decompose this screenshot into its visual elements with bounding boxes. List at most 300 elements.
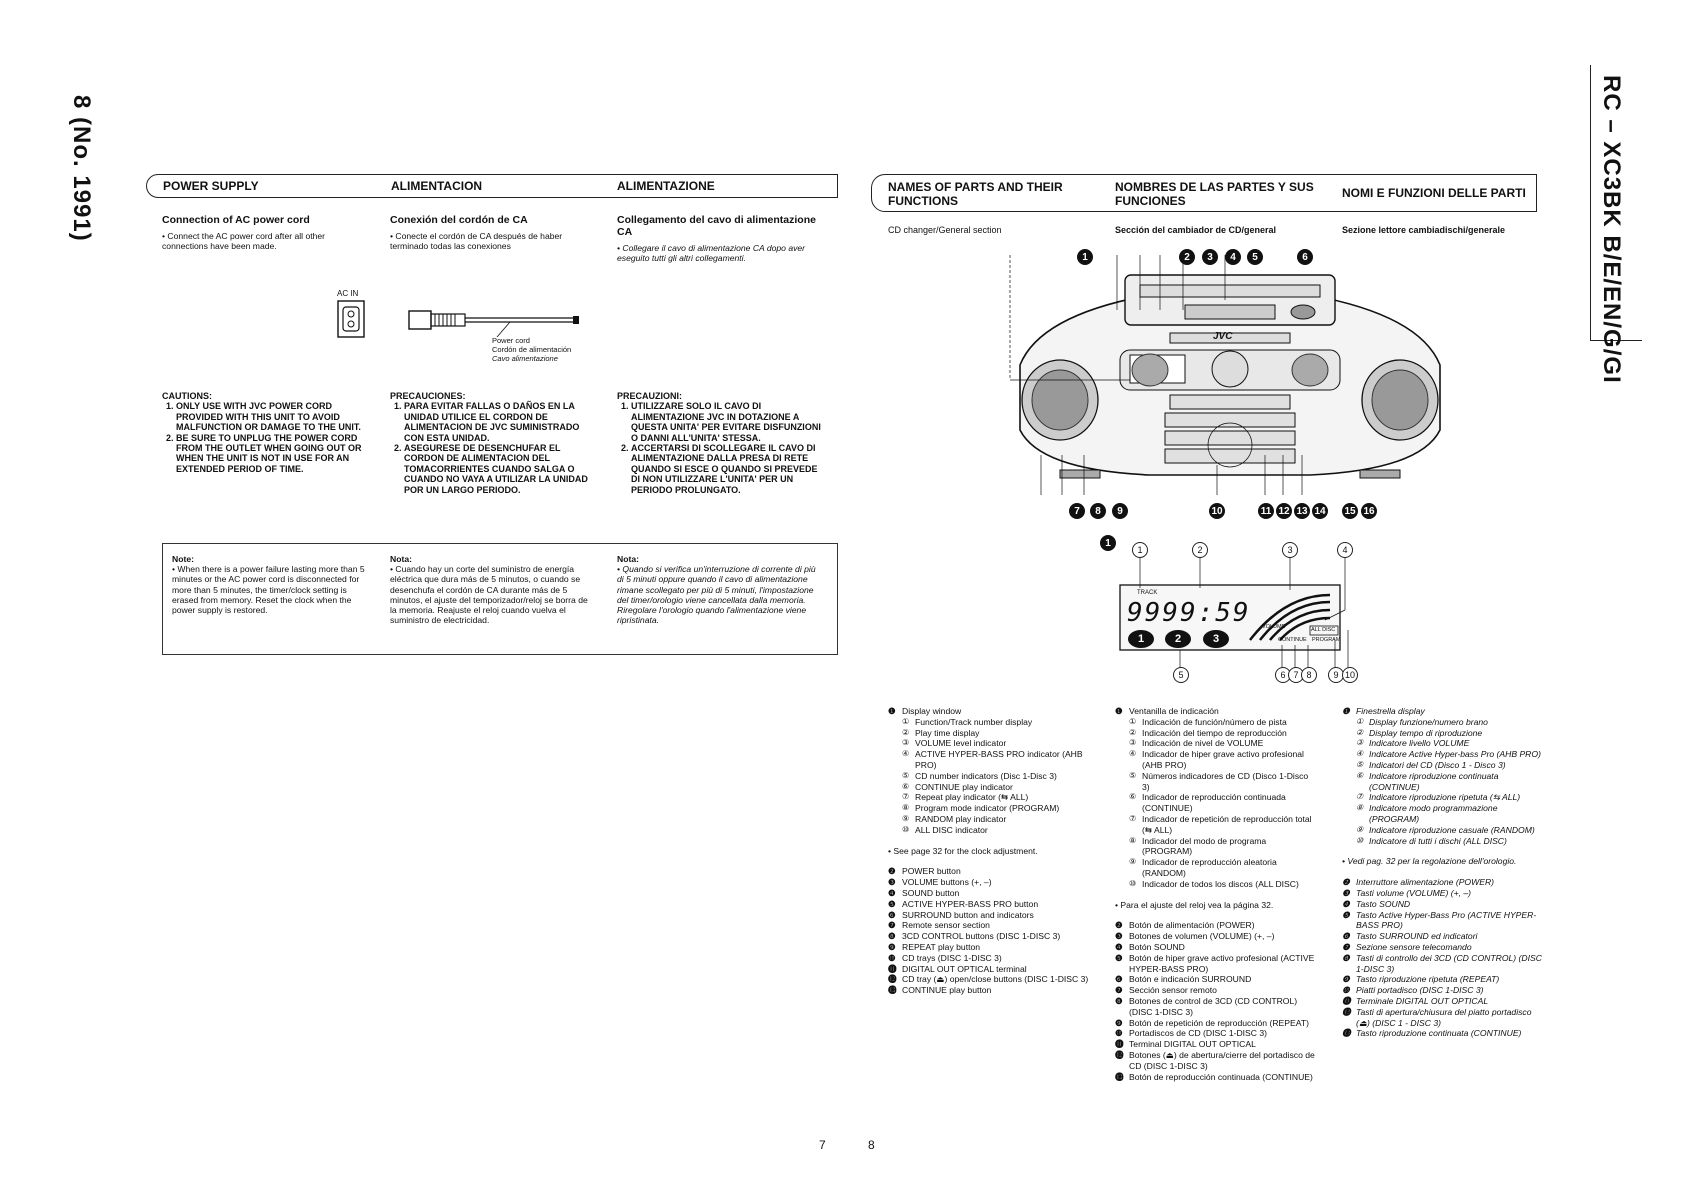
sub-item <box>1342 760 1547 771</box>
display-callout-10: 10 <box>1342 667 1358 683</box>
connection-title: Collegamento del cavo di alimentazione CA <box>617 214 816 238</box>
brand-logo: JVC <box>1213 331 1233 342</box>
circled-num: ⑤ <box>1356 759 1364 769</box>
note-it <box>617 554 822 625</box>
num-badge: ❾ <box>1115 1017 1123 1028</box>
sub-item-label: Indicatori del CD (Disco 1 - Disco 3) <box>1369 759 1506 770</box>
num-badge: ❷ <box>1342 877 1350 888</box>
caution-item: 2. ACCERTARSI DI SCOLLEGARE IL CAVO DI ALIMENTAZIONE DALLA PRESA DI RETE QUANDO SI ESCE O QUANDO SI PREVEDE DI NON UTILIZZARE L'UNITA' PER UN PERIODO PROLUNGATO. <box>631 443 827 495</box>
num-badge: ❸ <box>1342 887 1350 898</box>
sub-item-label: RANDOM play indicator <box>915 813 1007 824</box>
num-badge: ⓭ <box>1115 1071 1124 1082</box>
parts-item-label: Botón de hiper grave activo profesional (ACTIVE HYPER-BASS PRO) <box>1129 952 1315 974</box>
power-cord-caption-it: Cavo alimentazione <box>492 354 558 363</box>
parts-item <box>888 985 1093 996</box>
display-program-label: PROGRAM <box>1312 637 1341 643</box>
parts-item-label: Tasto riproduzione continuata (CONTINUE) <box>1356 1028 1522 1039</box>
sub-item <box>1115 717 1315 728</box>
num-badge: ❿ <box>888 952 896 963</box>
num-badge: ❼ <box>1115 985 1123 996</box>
parts-display-item <box>1342 706 1547 717</box>
circled-num: ⑧ <box>1356 803 1364 813</box>
sub-item-label: Indicación de nivel de VOLUME <box>1142 738 1264 749</box>
callout-8: 8 <box>1090 503 1106 519</box>
parts-item <box>888 953 1093 964</box>
num-badge: ⓭ <box>1342 1028 1351 1039</box>
callout-12: 12 <box>1276 503 1292 519</box>
page-number-right: 8 <box>868 1138 875 1152</box>
parts-item-label: Tasto riproduzione ripetuta (REPEAT) <box>1356 974 1500 985</box>
parts-item <box>1342 910 1547 932</box>
circled-num: ④ <box>1356 749 1364 759</box>
connection-text: • Connect the AC power cord after all other connections have been made. <box>162 231 367 251</box>
parts-item-label: Piatti portadisco (DISC 1-DISC 3) <box>1356 985 1484 996</box>
callout-2: 2 <box>1179 249 1195 265</box>
circled-num: ① <box>1129 716 1137 726</box>
parts-list-en <box>888 706 1093 996</box>
note-title: Nota: <box>617 554 639 564</box>
parts-item-label: Tasto Active Hyper-Bass Pro (ACTIVE HYPER-BASS PRO) <box>1356 909 1537 931</box>
sub-item <box>1115 728 1315 739</box>
num-badge: ❹ <box>1342 898 1350 909</box>
circled-num: ⑨ <box>1129 857 1137 867</box>
disc-indicator-1 <box>1128 630 1154 648</box>
sub-item <box>888 825 1093 836</box>
side-page-label: 8 (No. 1991) <box>68 95 95 242</box>
connection-text: • Conecte el cordón de CA después de haber terminado todas las conexiones <box>390 231 595 251</box>
display-callout-6: 6 <box>1275 667 1291 683</box>
sub-item <box>1342 728 1547 739</box>
num-badge: ❷ <box>888 866 896 877</box>
circled-num: ⑥ <box>1356 770 1364 780</box>
parts-display-label: Display window <box>902 706 962 716</box>
parts-item-label: Tasti di controllo dei 3CD (CD CONTROL) (DISC 1-DISC 3) <box>1356 952 1542 974</box>
power-cord-caption-es: Cordón de alimentación <box>492 345 572 354</box>
display-alldisc-label: ALL DISC <box>1311 627 1336 633</box>
sub-item-label: CD number indicators (Disc 1-Disc 3) <box>915 770 1057 781</box>
circled-num: ⑧ <box>1129 835 1137 845</box>
cautions-en <box>162 391 367 474</box>
parts-item-label: Interruttore alimentazione (POWER) <box>1356 877 1495 888</box>
parts-item <box>1115 985 1315 996</box>
sub-item-label: VOLUME level indicator <box>915 738 1007 749</box>
parts-item <box>888 974 1093 985</box>
parts-item <box>888 942 1093 953</box>
circled-num: ⑨ <box>902 813 910 823</box>
sub-item-label: Indicador del modo de programa (PROGRAM) <box>1142 835 1267 857</box>
circled-num: ⑥ <box>1129 792 1137 802</box>
sub-item <box>1115 836 1315 858</box>
connection-col-es <box>390 214 595 251</box>
sub-item-label: Indicatore riproduzione continuata (CONTINUE) <box>1369 770 1499 792</box>
caution-item: 1. UTILIZZARE SOLO IL CAVO DI ALIMENTAZIONE JVC IN DOTAZIONE A QUESTA UNITA' PER EVITARE DISFUNZIONI O DANNI ALL'UNITA' STESSA. <box>631 401 827 443</box>
callout-5: 5 <box>1247 249 1263 265</box>
header-it: NOMI E FUNZIONI DELLE PARTI <box>1342 186 1526 200</box>
circled-num: ⑦ <box>902 792 910 802</box>
disc-indicator-3 <box>1203 630 1229 648</box>
parts-item-label: Remote sensor section <box>902 920 990 931</box>
sub-item <box>1342 792 1547 803</box>
circled-num: ④ <box>902 749 910 759</box>
sub-item <box>888 814 1093 825</box>
num-badge: ❷ <box>1115 920 1123 931</box>
sub-es: Sección del cambiador de CD/general <box>1115 225 1277 235</box>
circled-num: ③ <box>902 738 910 748</box>
display-callout: 1 <box>1100 535 1116 551</box>
num-badge: ❻ <box>1115 974 1123 985</box>
ac-in-label: AC IN <box>337 289 359 298</box>
num-badge: ❼ <box>888 920 896 931</box>
sub-item-label: Indicatore riproduzione ripetuta (⇆ ALL) <box>1369 792 1521 803</box>
parts-item <box>888 866 1093 877</box>
sub-item <box>1342 836 1547 847</box>
sub-item-label: Repeat play indicator (⇆ ALL) <box>915 792 1029 803</box>
callout-6: 6 <box>1297 249 1313 265</box>
header-es: NOMBRES DE LAS PARTES Y SUS FUNCIONES <box>1115 180 1314 208</box>
parts-item-label: Botones (⏏) de abertura/cierre del portadisco de CD (DISC 1-DISC 3) <box>1129 1049 1315 1071</box>
header-it: ALIMENTAZIONE <box>617 179 715 193</box>
connection-title: Conexión del cordón de CA <box>390 214 528 226</box>
sub-item <box>1342 803 1547 825</box>
circled-num: ⑤ <box>902 770 910 780</box>
sub-item-label: Function/Track number display <box>915 716 1033 727</box>
parts-item-label: CONTINUE play button <box>902 985 992 996</box>
cautions-title: PRECAUZIONI: <box>617 391 682 401</box>
num-badge: ⓫ <box>1115 1039 1124 1050</box>
header-en: POWER SUPPLY <box>163 179 259 193</box>
sub-item-label: Program mode indicator (PROGRAM) <box>915 803 1060 814</box>
callout-7: 7 <box>1069 503 1085 519</box>
circled-num: ⑧ <box>902 803 910 813</box>
num-badge: ❸ <box>1115 931 1123 942</box>
sub-item <box>1115 792 1315 814</box>
circled-num: ② <box>1129 727 1137 737</box>
sub-item <box>888 771 1093 782</box>
see-page-note: • See page 32 for the clock adjustment. <box>888 846 1093 857</box>
parts-display-label: Ventanilla de indicación <box>1129 706 1219 716</box>
caution-item: 1. PARA EVITAR FALLAS O DAÑOS EN LA UNIDAD UTILICE EL CORDON DE ALIMENTACION DE JVC SUMINISTRADO CON ESTA UNIDAD. <box>404 401 595 443</box>
parts-item-label: Tasti di apertura/chiusura del piatto portadisco (⏏) (DISC 1 - DISC 3) <box>1356 1006 1532 1028</box>
display-time-readout: 9999:59 <box>1127 598 1251 628</box>
parts-item-label: Terminal DIGITAL OUT OPTICAL <box>1129 1039 1256 1050</box>
display-callout-7: 7 <box>1288 667 1304 683</box>
parts-item-label: Botones de control de 3CD (CD CONTROL) (DISC 1-DISC 3) <box>1129 995 1298 1017</box>
parts-item-label: CD tray (⏏) open/close buttons (DISC 1-DISC 3) <box>902 974 1089 985</box>
header-es: ALIMENTACION <box>391 179 483 193</box>
parts-item <box>1342 877 1547 888</box>
sub-item-label: Indicador de reproducción continuada (CONTINUE) <box>1142 792 1286 814</box>
display-callout-2: 2 <box>1192 542 1208 558</box>
parts-display-item <box>1115 706 1315 717</box>
circled-num: ⑦ <box>1129 813 1137 823</box>
parts-item-label: Tasti volume (VOLUME) (+, –) <box>1356 887 1472 898</box>
circled-num: ⑩ <box>902 824 910 834</box>
parts-item <box>1115 953 1315 975</box>
cautions-it <box>617 391 827 495</box>
num-badge: ❿ <box>1342 985 1350 996</box>
sub-item-label: Indicador de repetición de reproducción total (⇆ ALL) <box>1142 813 1312 835</box>
parts-item <box>1342 942 1547 953</box>
num-badge: ❺ <box>1115 952 1123 963</box>
num-badge: ❺ <box>1342 909 1350 920</box>
sub-item-label: Indicatore riproduzione casuale (RANDOM) <box>1369 824 1535 835</box>
sub-item-label: Indicador de todos los discos (ALL DISC) <box>1142 878 1299 889</box>
sub-item-label: ALL DISC indicator <box>915 824 988 835</box>
circled-num: ③ <box>1129 738 1137 748</box>
num-badge: ⓬ <box>1115 1049 1124 1060</box>
connection-col-it <box>617 214 827 263</box>
parts-list-it <box>1342 706 1547 1039</box>
parts-item <box>1115 974 1315 985</box>
num-badge: ❻ <box>888 909 896 920</box>
circled-num: ⑥ <box>902 781 910 791</box>
caution-item: 2. ASEGURESE DE DESENCHUFAR EL CORDON DE ALIMENTACION DEL TOMACORRIENTES CUANDO SALGA O CUANDO NO VAYA A UTILIZAR LA UNIDAD POR UN LARGO PERIODO. <box>404 443 595 495</box>
parts-item-label: Tasto SOUND <box>1356 898 1411 909</box>
callout-1: 1 <box>1077 249 1093 265</box>
parts-item-label: 3CD CONTROL buttons (DISC 1-DISC 3) <box>902 931 1061 942</box>
callout-13: 13 <box>1294 503 1310 519</box>
circled-num: ⑩ <box>1129 878 1137 888</box>
sub-item <box>1342 749 1547 760</box>
num-badge: ❶ <box>1115 706 1123 716</box>
note-text: • Cuando hay un corte del suministro de energía eléctrica que dura más de 5 minutos, o cuando se desenchufa el cordón de CA durante más de 5 minutos, el ajuste del temporizador/reloj se borra de la memoria. Reajuste el reloj cuando vuelva el suministro de electricidad. <box>390 564 590 625</box>
parts-item <box>1342 888 1547 899</box>
parts-item <box>1115 920 1315 931</box>
cautions-title: PRECAUCIONES: <box>390 391 466 401</box>
circled-num: ⑨ <box>1356 824 1364 834</box>
sub-item-label: Indicatore Active Hyper-bass Pro (AHB PRO) <box>1369 749 1541 760</box>
num-badge: ❿ <box>1115 1028 1123 1039</box>
disc-indicator-label: 3 <box>1212 633 1220 645</box>
callout-9: 9 <box>1112 503 1128 519</box>
circled-num: ③ <box>1356 738 1364 748</box>
parts-item <box>888 899 1093 910</box>
note-text: • When there is a power failure lasting more than 5 minutes or the AC power cord is disconnected for more than 5 minutes, the timer/clock setting is erased from memory. Reset the clock when the power supply is restored. <box>172 564 367 615</box>
num-badge: ⓬ <box>1342 1006 1351 1017</box>
sub-item-label: Indicación del tiempo de reproducción <box>1142 727 1287 738</box>
parts-item-label: ACTIVE HYPER-BASS PRO button <box>902 898 1039 909</box>
power-cord-illustration <box>405 305 585 339</box>
sub-item <box>1115 879 1315 890</box>
display-callout-4: 4 <box>1337 542 1353 558</box>
header-en: NAMES OF PARTS AND THEIR FUNCTIONS <box>888 180 1063 208</box>
sub-item <box>1342 771 1547 793</box>
sub-item <box>1115 749 1315 771</box>
parts-item <box>1342 985 1547 996</box>
disc-indicator-label: 2 <box>1174 633 1182 645</box>
parts-item <box>1342 974 1547 985</box>
parts-item <box>1115 996 1315 1018</box>
num-badge: ❽ <box>888 931 896 942</box>
circled-num: ⑤ <box>1129 770 1137 780</box>
parts-item-label: Botón SOUND <box>1129 941 1185 952</box>
sub-item-label: Indicador de reproducción aleatoria (RANDOM) <box>1142 857 1277 878</box>
sub-item-label: Números indicadores de CD (Disco 1-Disco 3) <box>1142 770 1309 792</box>
parts-item <box>1342 899 1547 910</box>
parts-item-label: Botón e indicación SURROUND <box>1129 974 1252 985</box>
boombox-illustration <box>1000 255 1460 495</box>
callout-11: 11 <box>1258 503 1274 519</box>
num-badge: ❶ <box>1342 706 1350 716</box>
num-badge: ❾ <box>888 941 896 952</box>
sub-item <box>1342 738 1547 749</box>
parts-item-label: SURROUND button and indicators <box>902 909 1034 920</box>
num-badge: ❹ <box>888 887 896 898</box>
connection-title: Connection of AC power cord <box>162 214 310 226</box>
sub-item <box>888 749 1093 771</box>
circled-num: ⑩ <box>1356 835 1364 845</box>
sub-item <box>1115 771 1315 793</box>
display-callout-8: 8 <box>1301 667 1317 683</box>
parts-item <box>1115 1050 1315 1072</box>
sub-item-label: Indicatore modo programmazione (PROGRAM) <box>1369 803 1498 824</box>
sub-item-label: Display tempo di riproduzione <box>1369 727 1483 738</box>
sub-item <box>888 803 1093 814</box>
parts-item <box>1342 996 1547 1007</box>
parts-display-label: Finestrella display <box>1356 706 1425 716</box>
connection-text: • Collegare il cavo di alimentazione CA dopo aver eseguito tutti gli altri collegamenti. <box>617 243 827 263</box>
display-callout-1: 1 <box>1132 542 1148 558</box>
power-cord-caption-en: Power cord <box>492 336 530 345</box>
display-callout-3: 3 <box>1282 542 1298 558</box>
num-badge: ⓫ <box>1342 995 1351 1006</box>
parts-item-label: SOUND button <box>902 887 960 898</box>
parts-item-label: Botón de alimentación (POWER) <box>1129 920 1255 931</box>
num-badge: ❹ <box>1115 941 1123 952</box>
parts-item-label: Tasto SURROUND ed indicatori <box>1356 931 1478 942</box>
parts-item <box>1115 1039 1315 1050</box>
sub-item <box>1115 857 1315 879</box>
parts-list-es <box>1115 706 1315 1082</box>
note-en <box>172 554 367 615</box>
display-continue-label: CONTINUE <box>1278 637 1307 643</box>
circled-num: ⑦ <box>1356 792 1364 802</box>
sub-item <box>888 792 1093 803</box>
parts-item-label: Botón de repetición de reproducción (REPEAT) <box>1129 1017 1309 1028</box>
parts-item-label: Botones de volumen (VOLUME) (+, –) <box>1129 931 1275 942</box>
num-badge: ⓫ <box>888 963 897 974</box>
note-title: Nota: <box>390 554 412 564</box>
num-badge: ❾ <box>1342 974 1350 985</box>
circled-num: ② <box>902 727 910 737</box>
sub-item-label: Indicatore di tutti i dischi (ALL DISC) <box>1369 835 1507 846</box>
parts-item <box>888 964 1093 975</box>
sub-en: CD changer/General section <box>888 225 1002 235</box>
display-volume-label: VOLUME <box>1262 624 1286 630</box>
power-cord-caption <box>492 336 571 363</box>
note-text: • Quando si verifica un'interruzione di corrente di più di 5 minuti oppure quando il cavo di alimentazione rimane scollegato per più di 5 minuti, l'impostazione del timer/orologio viene cancellata dalla memoria. Riregolare l'orologio quando l'alimentazione viene ripristinata. <box>617 564 822 625</box>
parts-item-label: Botón de reproducción continuada (CONTINUE) <box>1129 1071 1313 1082</box>
note-es <box>390 554 590 625</box>
callout-10: 10 <box>1209 503 1225 519</box>
parts-display-item <box>888 706 1093 717</box>
sub-item <box>888 782 1093 793</box>
sub-item <box>888 717 1093 728</box>
cautions-title: CAUTIONS: <box>162 391 212 401</box>
sub-item-label: CONTINUE play indicator <box>915 781 1013 792</box>
parts-item-label: Portadiscos de CD (DISC 1-DISC 3) <box>1129 1028 1268 1039</box>
sub-item <box>888 728 1093 739</box>
num-badge: ❼ <box>1342 941 1350 952</box>
parts-item-label: POWER button <box>902 866 961 877</box>
page-number-left: 7 <box>819 1138 826 1152</box>
sub-item-label: Indicador de hiper grave activo profesional (AHB PRO) <box>1142 749 1304 770</box>
right-margin-rule <box>1590 65 1591 340</box>
num-badge: ❸ <box>888 877 896 888</box>
circled-num: ① <box>1356 716 1364 726</box>
num-badge: ⓭ <box>888 985 897 996</box>
parts-item <box>1115 942 1315 953</box>
sub-item-label: ACTIVE HYPER-BASS PRO indicator (AHB PRO) <box>915 749 1083 770</box>
parts-item <box>1342 1028 1547 1039</box>
parts-item <box>1115 1028 1315 1039</box>
connection-col-en <box>162 214 367 251</box>
parts-item <box>888 910 1093 921</box>
sub-item <box>1115 814 1315 836</box>
num-badge: ❽ <box>1342 952 1350 963</box>
sub-item <box>1342 825 1547 836</box>
parts-item-label: DIGITAL OUT OPTICAL terminal <box>902 963 1027 974</box>
parts-item-label: REPEAT play button <box>902 941 981 952</box>
sub-item-label: Display funzione/numero brano <box>1369 716 1488 727</box>
ac-in-socket-illustration <box>335 298 369 342</box>
sub-item <box>888 738 1093 749</box>
circled-num: ② <box>1356 727 1364 737</box>
disc-indicator-label: 1 <box>1137 633 1145 645</box>
callout-14: 14 <box>1312 503 1328 519</box>
callout-16: 16 <box>1361 503 1377 519</box>
parts-item <box>888 888 1093 899</box>
parts-item <box>1115 931 1315 942</box>
sub-it: Sezione lettore cambiadischi/generale <box>1342 225 1506 235</box>
parts-item-label: Sezione sensore telecomando <box>1356 941 1472 952</box>
parts-item <box>1115 1018 1315 1029</box>
parts-item-label: Sección sensor remoto <box>1129 985 1217 996</box>
parts-item-label: Terminale DIGITAL OUT OPTICAL <box>1356 995 1489 1006</box>
note-title: Note: <box>172 554 194 564</box>
see-page-note: • Vedi pag. 32 per la regolazione dell'orologio. <box>1342 856 1547 867</box>
sub-item-label: Indicatore livello VOLUME <box>1369 738 1470 749</box>
num-badge: ❺ <box>888 898 896 909</box>
caution-item: 2. BE SURE TO UNPLUG THE POWER CORD FROM THE OUTLET WHEN GOING OUT OR WHEN THE UNIT IS NOT IN USE FOR AN EXTENDED PERIOD OF TIME. <box>176 433 367 475</box>
sub-item <box>1342 717 1547 728</box>
num-badge: ❽ <box>1115 995 1123 1006</box>
sub-item <box>1115 738 1315 749</box>
parts-item <box>888 877 1093 888</box>
caution-item: 1. ONLY USE WITH JVC POWER CORD PROVIDED WITH THIS UNIT TO AVOID MALFUNCTION OR DAMAGE TO THE UNIT. <box>176 401 367 432</box>
cautions-es <box>390 391 595 495</box>
sub-item-label: Play time display <box>915 727 980 738</box>
num-badge: ❻ <box>1342 931 1350 942</box>
parts-item <box>1115 1072 1315 1083</box>
parts-item-label: CD trays (DISC 1-DISC 3) <box>902 952 1002 963</box>
callout-4: 4 <box>1225 249 1241 265</box>
parts-item <box>1342 1007 1547 1029</box>
sub-item-label: Indicación de función/número de pista <box>1142 716 1287 727</box>
see-page-note: • Para el ajuste del reloj vea la página 32. <box>1115 900 1315 911</box>
display-track-label: TRACK <box>1137 590 1158 596</box>
parts-item-label: VOLUME buttons (+, –) <box>902 877 992 888</box>
num-badge: ⓬ <box>888 974 897 985</box>
display-callout-5: 5 <box>1173 667 1189 683</box>
callout-3: 3 <box>1202 249 1218 265</box>
circled-num: ④ <box>1129 749 1137 759</box>
callout-15: 15 <box>1342 503 1358 519</box>
parts-item <box>1342 953 1547 975</box>
num-badge: ❶ <box>888 706 896 716</box>
display-callout-9: 9 <box>1328 667 1344 683</box>
side-model-label: RC – XC3BK B/E/EN/G/GI <box>1598 75 1625 384</box>
